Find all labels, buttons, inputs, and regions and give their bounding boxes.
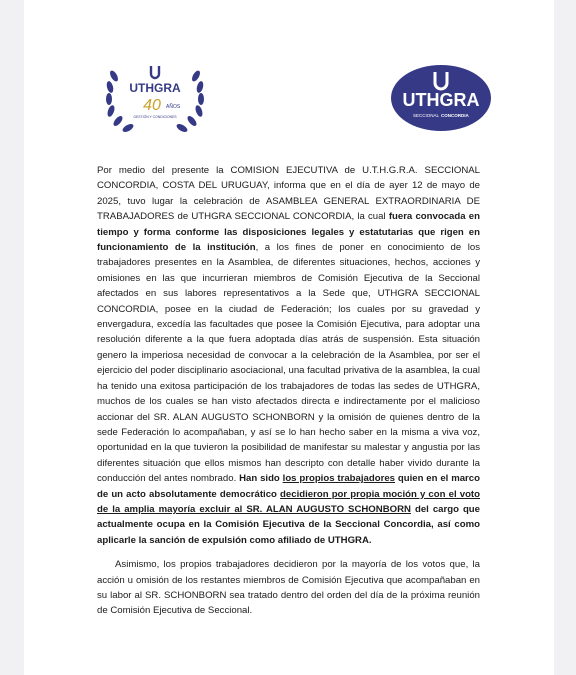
logo-right-subtitle-a: SECCIONAL bbox=[412, 113, 439, 118]
logo-left-name: UTHGRA bbox=[129, 81, 181, 95]
p1-bold-lead: Han sido bbox=[239, 473, 283, 485]
logo-right-subtitle-b: CONCORDIA bbox=[441, 113, 469, 118]
uthgra-40-years-logo bbox=[100, 56, 210, 136]
logo-right-name: UTHGRA bbox=[402, 90, 480, 110]
logo-left-tagline: GESTIÓN Y CONDICIONES bbox=[133, 115, 177, 119]
u-mark-icon bbox=[151, 66, 159, 78]
logo-left-anniversary-suffix: AÑOS bbox=[166, 104, 181, 110]
p1-intro: Por medio del presente la COMISION EJECUTIVA de U.T.H.G.R.A. SECCIONAL CONCORDIA, COSTA DEL URUGUAY, informa que en el día de ayer 12 de mayo de 2025, tuvo lugar la celebración de ASAMBLEA GENERAL EXTRAORDINARIA DE TRABAJADORES de UTHGRA SECCIONAL CONCORDIA, la cual bbox=[97, 165, 480, 223]
p1-bold-democratic: quien en el marco de un acto absolutamente democrático bbox=[97, 473, 480, 500]
statement-body bbox=[97, 163, 480, 619]
paragraph-resolution bbox=[97, 163, 480, 548]
document-page bbox=[24, 0, 554, 675]
p1-underlined-decision: decidieron por propia moción y con el voto de la amplia mayoría excluir al SR. ALAN AUGUSTO SCHONBORN bbox=[97, 488, 480, 515]
p1-context: , a los fines de poner en conocimiento de los trabajadores presentes en la Asamblea, de diferentes situaciones, hechos, acciones y omisiones en las que incurrieran miembros de Comisión Ejecutiva de la Seccional afectados en sus labores representativos a la Sede que, UTHGRA SECCIONAL CONCORDIA, posee en la ciudad de Federación; los cuales por su gravedad y envergadura, excedía las facultades que posee la Comisión Ejecutiva, para adoptar una resolución diferente a la que fuera adoptada días atrás de suspensión. Esta situación genero la imperiosa necesidad de convocar a la celebración de la Asamblea, por ser el ejercicio del poder disciplinario asociacional, una facultad privativa de la asamblea, la cual ha tenido una exitosa participación de los trabajadores de todas las sedes de UTHGRA, muchos de los cuales se han visto afectados directa e indirectamente por el malicioso accionar del SR. ALAN AUGUSTO SCHONBORN y la omisión de quienes dentro de la sede Federación lo acompañaban, y así se lo han hecho saber en la misma a viva voz, oportunidad en la que tuvieron la posibilidad de manifestar su malestar y angustia por las diferentes situación que ellos mismos han descripto con detalle haber vivido durante la conducción del antes nombrado. bbox=[97, 242, 480, 485]
p1-bold-convocation: fuera convocada en tiempo y forma conforme las disposiciones legales y estatutarias que rigen en funcionamiento de la institución bbox=[97, 211, 480, 254]
p1-underlined-workers: los propios trabajadores bbox=[282, 473, 395, 485]
paragraph-follow-up: Asimismo, los propios trabajadores decidieron por la mayoría de los votos que, la acción u omisión de los restantes miembros de Comisión Ejecutiva que acompañaban en su labor al SR. SCHONBORN sea tratado dentro del orden del día de la próxima reunión de Comisión Ejecutiva de Seccional. bbox=[97, 559, 480, 617]
uthgra-seccional-concordia-logo bbox=[390, 64, 492, 132]
logo-left-anniversary: 40 bbox=[143, 97, 161, 114]
p1-bold-sanction: del cargo que actualmente ocupa en la Comisión Ejecutiva de la Seccional Concordia, así como aplicarle la sanción de expulsión como afiliado de UTHGRA. bbox=[97, 503, 480, 546]
